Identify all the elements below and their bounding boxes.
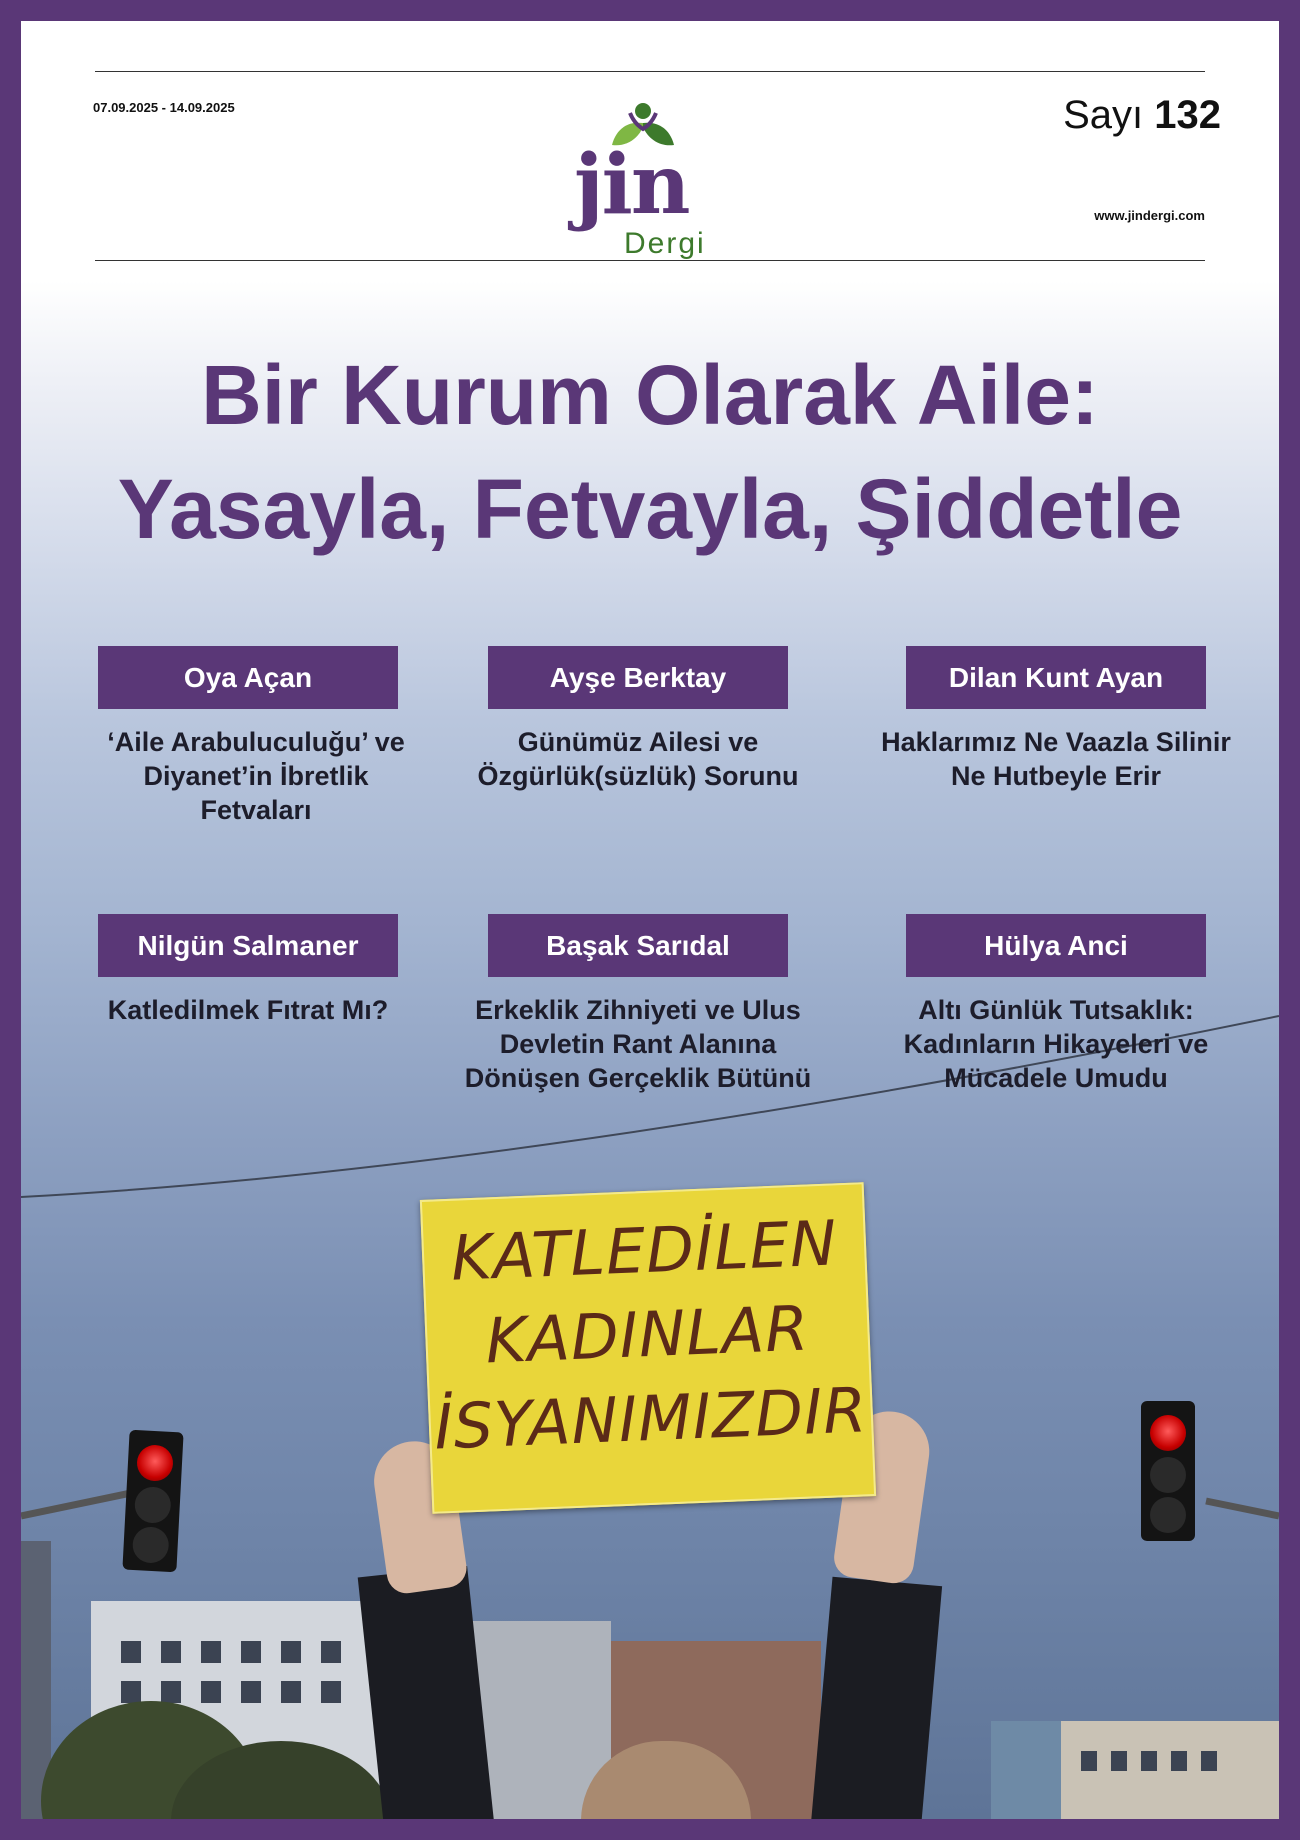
building-right-glass [991, 1721, 1061, 1819]
title-line: Erkeklik Zihniyeti ve Ulus [475, 995, 801, 1025]
window [1141, 1751, 1157, 1771]
traffic-light-left [122, 1430, 183, 1573]
red-lamp-icon [136, 1444, 174, 1482]
window [321, 1641, 341, 1663]
website-url[interactable]: www.jindergi.com [1094, 208, 1205, 223]
headline-line-1: Bir Kurum Olarak Aile: [201, 348, 1099, 442]
author-badge[interactable]: Ayşe Berktay [488, 646, 788, 709]
protest-sign [420, 1182, 876, 1514]
issue-label: Sayı [1063, 93, 1144, 137]
sign-line: KATLEDİLEN [449, 1206, 839, 1295]
title-line: Kadınların Hikayeleri ve [903, 1029, 1209, 1059]
article-title[interactable] [448, 725, 828, 793]
logo-wordmark: jin [574, 137, 689, 233]
article-title[interactable] [856, 725, 1256, 793]
window [201, 1641, 221, 1663]
article-title[interactable] [76, 725, 436, 827]
window [121, 1681, 141, 1703]
window [1201, 1751, 1217, 1771]
sign-line: İSYANIMIZDIR [432, 1373, 869, 1464]
title-line: Katledilmek Fıtrat Mı? [107, 995, 389, 1025]
lamp-icon [1150, 1457, 1186, 1493]
author-badge[interactable]: Oya Açan [98, 646, 398, 709]
author-badge[interactable]: Nilgün Salmaner [98, 914, 398, 977]
window [321, 1681, 341, 1703]
right-arm [810, 1577, 942, 1819]
title-line: Haklarımız Ne Vaazla Silinir [881, 727, 1231, 757]
title-line: ‘Aile Arabuluculuğu’ ve [107, 727, 405, 757]
title-line: Özgürlük(süzlük) Sorunu [477, 761, 799, 791]
sign-text [422, 1184, 874, 1511]
headline-line-2: Yasayla, Fetvayla, Şiddetle [117, 462, 1183, 556]
title-line: Devletin Rant Alanına [499, 1029, 777, 1059]
window [281, 1641, 301, 1663]
date-range: 07.09.2025 - 14.09.2025 [93, 100, 235, 115]
title-line: Mücadele Umudu [944, 1063, 1168, 1093]
magazine-cover [21, 21, 1279, 1819]
title-line: Fetvaları [200, 795, 312, 825]
lamp-icon [132, 1526, 170, 1564]
author-badge[interactable]: Hülya Anci [906, 914, 1206, 977]
author-badge[interactable]: Başak Sarıdal [488, 914, 788, 977]
title-line: Dönüşen Gerçeklik Bütünü [464, 1063, 812, 1093]
window [121, 1641, 141, 1663]
title-line: Diyanet’in İbretlik [143, 761, 369, 791]
window [161, 1681, 181, 1703]
title-line: Ne Hutbeyle Erir [950, 761, 1162, 791]
window [1081, 1751, 1097, 1771]
issue-value: 132 [1154, 93, 1221, 137]
window [1171, 1751, 1187, 1771]
article-title[interactable] [876, 993, 1236, 1095]
lamp-icon [1150, 1497, 1186, 1533]
sign-line: KADINLAR [484, 1291, 811, 1378]
traffic-light-right [1141, 1401, 1195, 1541]
red-lamp-icon [1150, 1415, 1186, 1451]
author-badge[interactable]: Dilan Kunt Ayan [906, 646, 1206, 709]
window [161, 1641, 181, 1663]
title-line: Günümüz Ailesi ve [517, 727, 759, 757]
lamp-icon [134, 1486, 172, 1524]
window [281, 1681, 301, 1703]
window [241, 1641, 261, 1663]
window [241, 1681, 261, 1703]
title-line: Altı Günlük Tutsaklık: [918, 995, 1194, 1025]
window [1111, 1751, 1127, 1771]
article-title[interactable] [448, 993, 828, 1095]
logo-subtitle: Dergi [624, 227, 706, 260]
article-title[interactable] [68, 993, 428, 1027]
window [201, 1681, 221, 1703]
